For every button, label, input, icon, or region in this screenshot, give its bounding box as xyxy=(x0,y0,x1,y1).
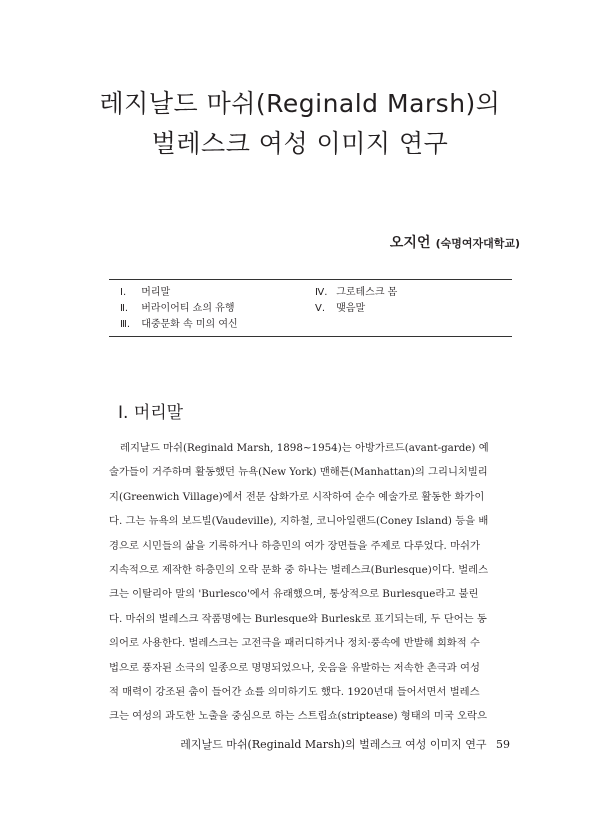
toc-item-label: 맺음말 xyxy=(336,303,366,314)
body-line: 지(Greenwich Village)에서 전문 삽화가로 시작하여 순수 예술가로 활동한 화가이 xyxy=(109,490,485,503)
toc-column-right xyxy=(315,285,397,317)
running-title: 레지날드 마쉬(Reginald Marsh)의 벌레스크 여성 이미지 연구 xyxy=(180,738,487,751)
body-line: 다. 마쉬의 벌레스크 작품명에는 Burlesque와 Burlesk로 표기되는데, 두 단어는 동 xyxy=(109,612,487,625)
body-line: 크는 이탈리아 말의 'Burlesco'에서 유래했으며, 통상적으로 Burlesque라고 불린 xyxy=(109,588,479,601)
toc-item-label: 그로테스크 몸 xyxy=(336,287,398,298)
toc-item xyxy=(120,301,238,317)
toc-item-number: Ⅱ. xyxy=(120,303,129,314)
toc-item xyxy=(315,301,397,317)
toc-item-label: 대중문화 속 미의 여신 xyxy=(141,319,238,330)
body-line: 크는 여성의 과도한 노출을 중심으로 하는 스트립쇼(striptease) 형태의 미국 오락으 xyxy=(109,710,487,723)
page-footer xyxy=(180,736,510,752)
toc-item xyxy=(315,285,397,301)
author-name: 오지언 xyxy=(389,235,431,251)
body-line: 술가들이 거주하며 활동했던 뉴욕(New York) 맨해튼(Manhattan)의 그리니치빌리 xyxy=(109,466,488,479)
toc-item-label: 머리말 xyxy=(141,287,171,298)
toc-bottom-rule xyxy=(109,336,512,337)
toc-item-number: Ⅰ. xyxy=(120,287,127,298)
paper-title-line-1: 레지날드 마쉬(Reginald Marsh)의 xyxy=(99,89,501,118)
paper-title-line-2: 벌레스크 여성 이미지 연구 xyxy=(151,129,449,158)
body-line: 법으로 풍자된 소극의 일종으로 명명되었으나, 웃음을 유발하는 저속한 촌극과 여성 xyxy=(109,661,480,674)
body-line: 경으로 시민들의 삶을 기록하거나 하층민의 여가 장면들을 주제로 다루었다. 마쉬가 xyxy=(109,539,480,552)
body-line: 다. 그는 뉴욕의 보드빌(Vaudeville), 지하철, 코니아일랜드(Coney Island) 등을 배 xyxy=(109,515,489,528)
toc-item-number: Ⅳ. xyxy=(315,287,328,298)
page-number: 59 xyxy=(496,738,510,751)
toc-top-rule xyxy=(109,279,512,280)
toc-item-number: Ⅴ. xyxy=(315,303,326,314)
body-line: 적 매력이 강조된 춤이 들어간 쇼를 의미하기도 했다. 1920년대 들어서면서 벌레스 xyxy=(109,685,480,698)
body-line: 의어로 사용한다. 벌레스크는 고전극을 패러디하거나 정치·풍속에 반발해 희화적 수 xyxy=(109,637,480,650)
toc-item-number: Ⅲ. xyxy=(120,319,131,330)
body-line: 지속적으로 제작한 하층민의 오락 문화 중 하나는 벌레스크(Burlesque)이다. 벌레스 xyxy=(109,563,489,576)
toc-item xyxy=(120,317,238,333)
section-heading: Ⅰ. 머리말 xyxy=(118,403,184,423)
toc-item-label: 버라이어티 쇼의 유행 xyxy=(141,303,235,314)
author-block xyxy=(390,232,520,252)
body-line: 레지날드 마쉬(Reginald Marsh, 1898~1954)는 아방가르드(avant-garde) 예 xyxy=(120,442,489,454)
toc-item xyxy=(120,285,238,301)
toc-column-left xyxy=(120,285,238,333)
body-text xyxy=(109,436,512,729)
author-affiliation: (숙명여자대학교) xyxy=(435,237,520,250)
